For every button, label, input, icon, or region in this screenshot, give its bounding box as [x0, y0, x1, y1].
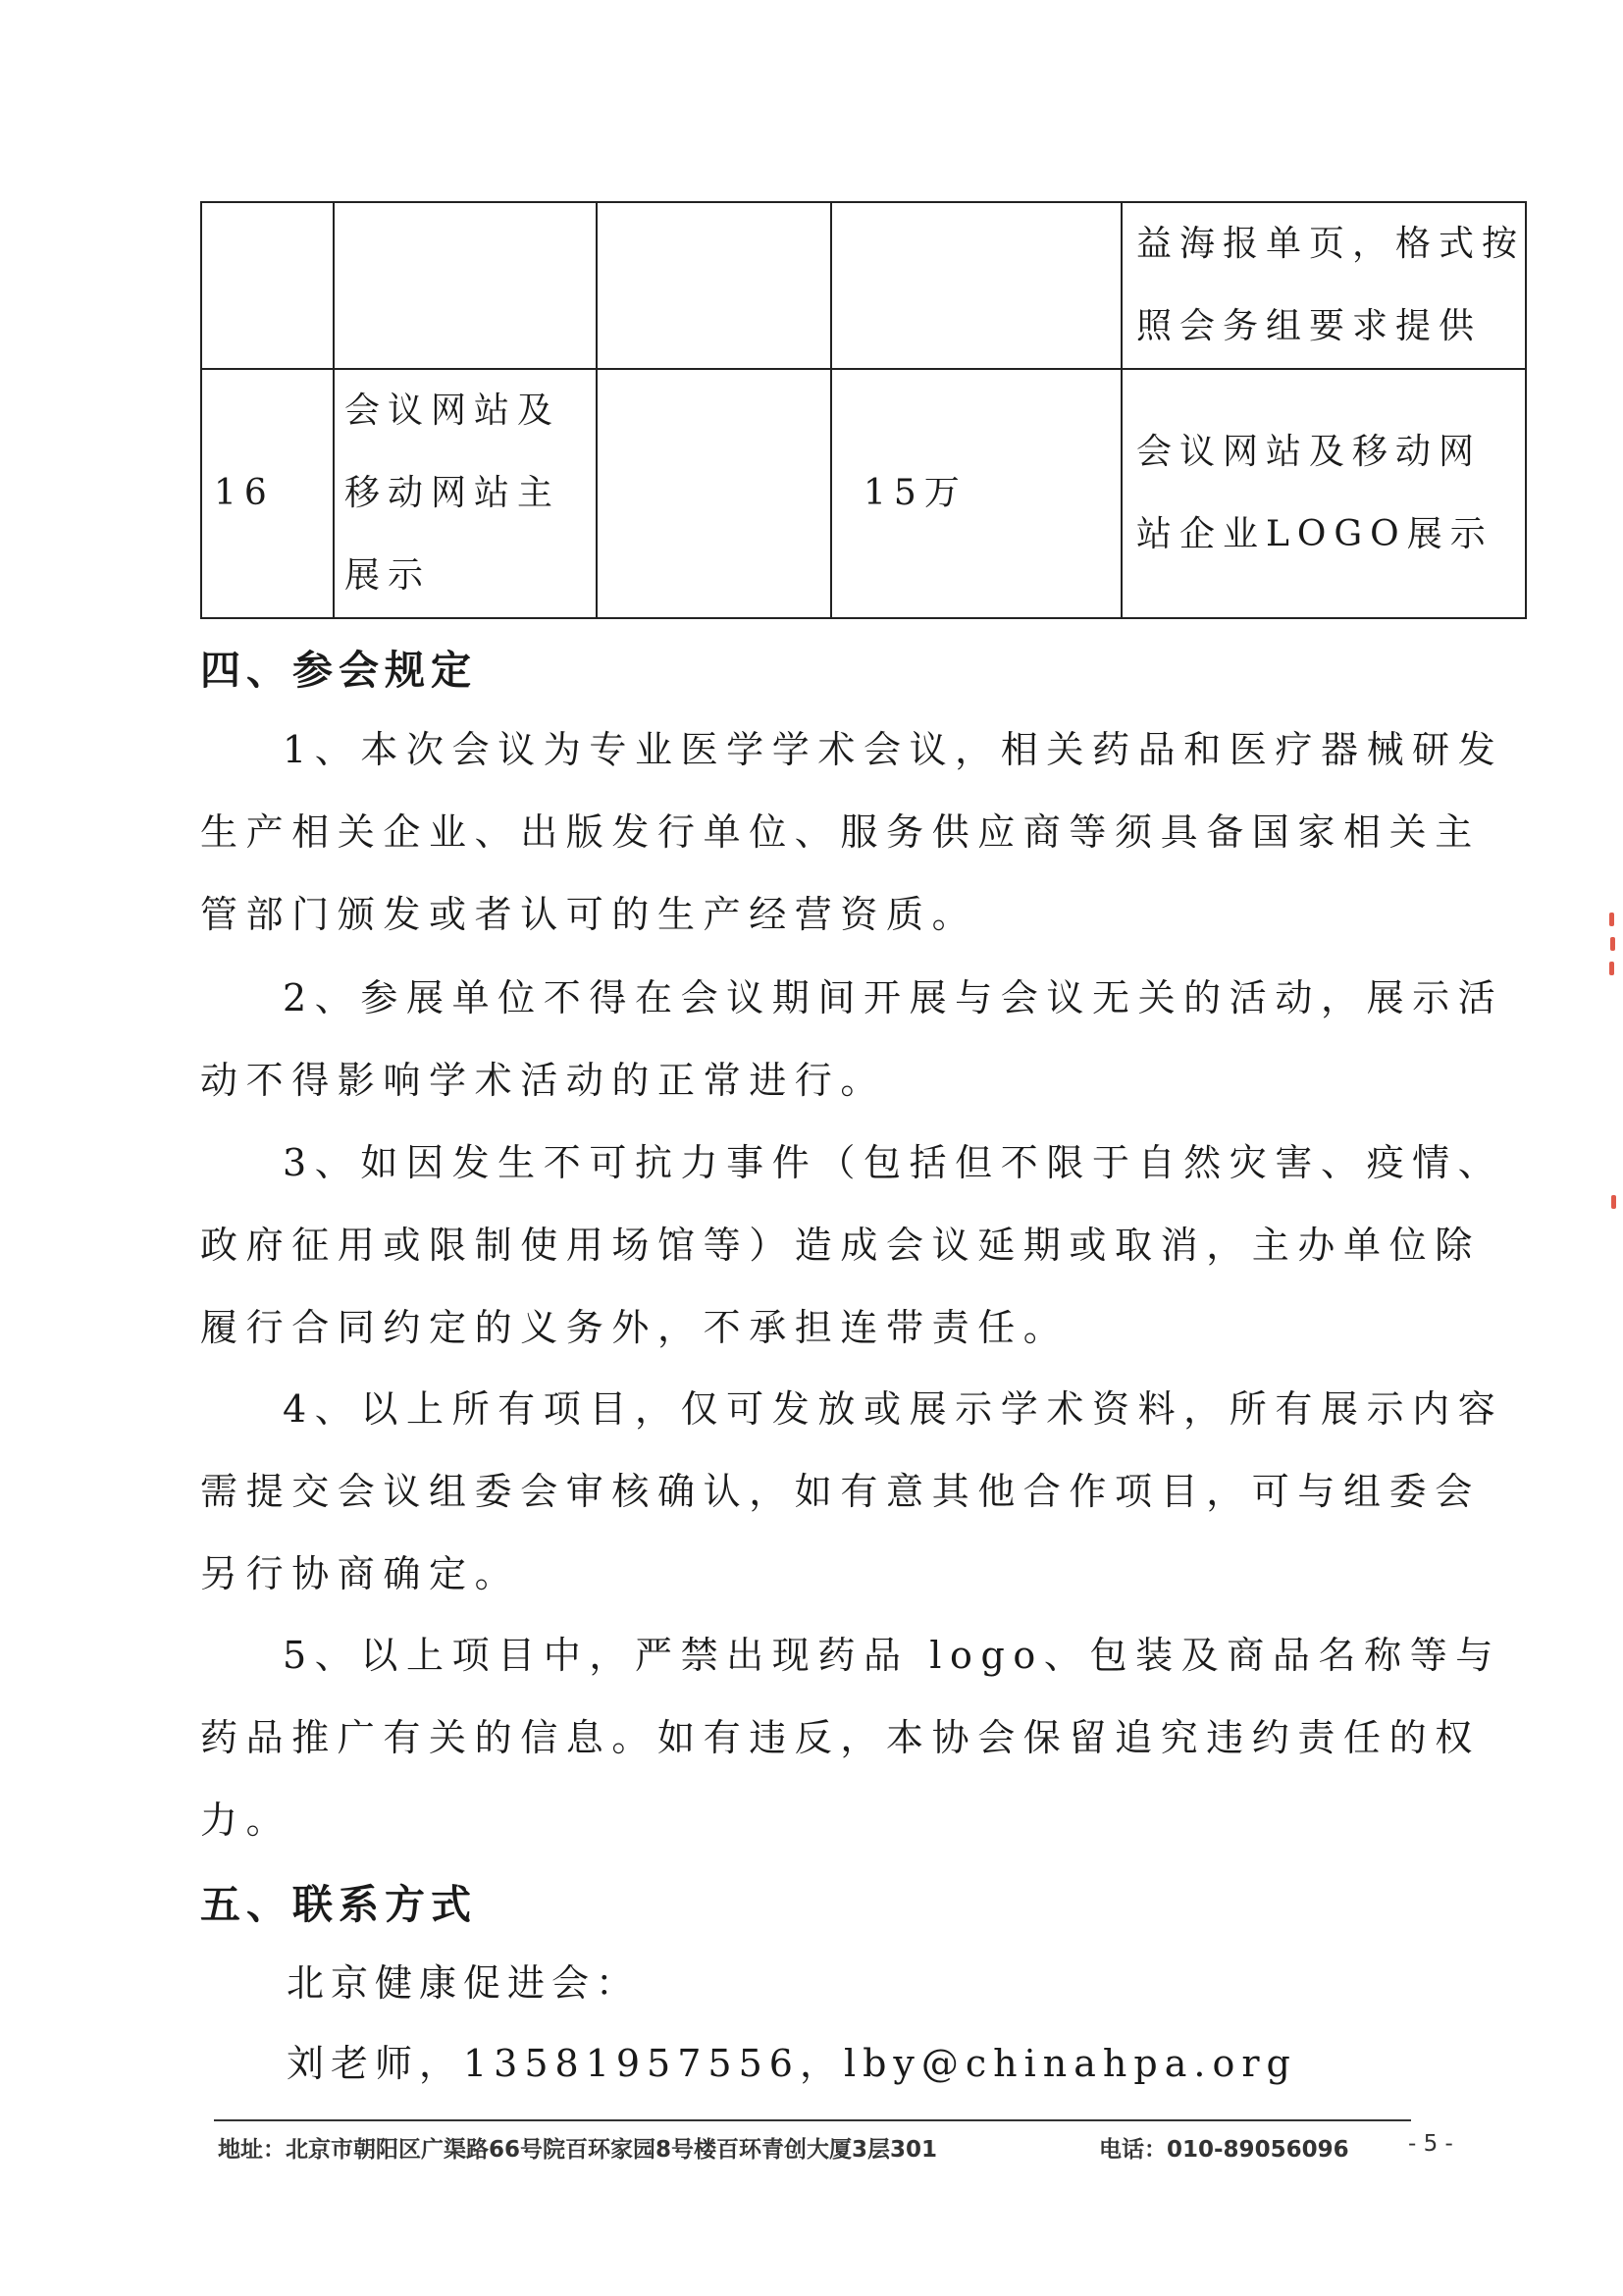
- table-cell-no: [201, 202, 334, 369]
- table-cell-desc: [1122, 369, 1526, 618]
- cell-line: 移动网站主: [344, 473, 561, 513]
- table-row: [201, 369, 1526, 618]
- cell-line: 会议网站及: [344, 391, 561, 431]
- paragraph: [200, 1614, 1501, 1861]
- paragraph-line: 履行合同约定的义务外，不承担连带责任。: [200, 1306, 1070, 1349]
- paragraph-line: 药品推广有关的信息。如有违反，本协会保留追究违约责任的权: [200, 1716, 1481, 1759]
- table-cell-no: 16: [201, 369, 334, 618]
- paragraph: [200, 708, 1504, 956]
- section-heading: 四、参会规定: [200, 647, 477, 694]
- table-cell-item: [334, 369, 597, 618]
- footer-phone: 电话：010-89056096: [1099, 2137, 1349, 2163]
- paragraph-line: 5、以上项目中，严禁出现药品 logo、包装及商品名称等与: [283, 1634, 1501, 1677]
- table-row: [201, 202, 1526, 369]
- paragraph-line: 另行协商确定。: [200, 1552, 521, 1595]
- cell-line: 照会务组要求提供: [1136, 306, 1483, 346]
- cell-line: 站企业LOGO展示: [1136, 514, 1493, 554]
- page-number: - 5 -: [1408, 2131, 1453, 2157]
- paragraph: [200, 957, 1504, 1122]
- sponsorship-table: [200, 201, 1527, 619]
- paragraph-line: 政府征用或限制使用场馆等）造成会议延期或取消，主办单位除: [200, 1224, 1481, 1267]
- table-cell-desc: [1122, 202, 1526, 369]
- table-cell-qty: [597, 202, 831, 369]
- table-cell-price: 15万: [831, 369, 1122, 618]
- paragraph-line: 3、如因发生不可抗力事件（包括但不限于自然灾害、疫情、: [283, 1141, 1504, 1184]
- cell-line: 展示: [344, 555, 432, 596]
- contact-person: 刘老师，13581957556，lby@chinahpa.org: [287, 2042, 1297, 2085]
- table-cell-qty: [597, 369, 831, 618]
- footer-address: 地址：北京市朝阳区广渠路66号院百环家园8号楼百环青创大厦3层301: [218, 2137, 938, 2163]
- paragraph: [200, 1122, 1504, 1369]
- paragraph-line: 动不得影响学术活动的正常进行。: [200, 1059, 887, 1102]
- paragraph-line: 1、本次会议为专业医学学术会议，相关药品和医疗器械研发: [283, 728, 1504, 771]
- table-cell-item: [334, 202, 597, 369]
- footer-rule: [214, 2119, 1411, 2121]
- paragraph: [200, 1368, 1504, 1615]
- paragraph-line: 力。: [200, 1799, 292, 1842]
- paragraph-line: 2、参展单位不得在会议期间开展与会议无关的活动，展示活: [283, 976, 1504, 1019]
- paragraph-line: 管部门颁发或者认可的生产经营资质。: [200, 893, 978, 936]
- section-heading: 五、联系方式: [200, 1881, 477, 1928]
- table-cell-price: [831, 202, 1122, 369]
- paragraph-line: 生产相关企业、出版发行单位、服务供应商等须具备国家相关主: [200, 810, 1481, 854]
- paragraph-line: 需提交会议组委会审核确认，如有意其他合作项目，可与组委会: [200, 1470, 1481, 1513]
- paragraph-line: 4、以上所有项目，仅可发放或展示学术资料，所有展示内容: [283, 1387, 1504, 1431]
- cell-line: 会议网站及移动网: [1136, 432, 1483, 472]
- cell-line: 益海报单页，格式按: [1136, 224, 1526, 264]
- contact-org: 北京健康促进会：: [287, 1961, 641, 2005]
